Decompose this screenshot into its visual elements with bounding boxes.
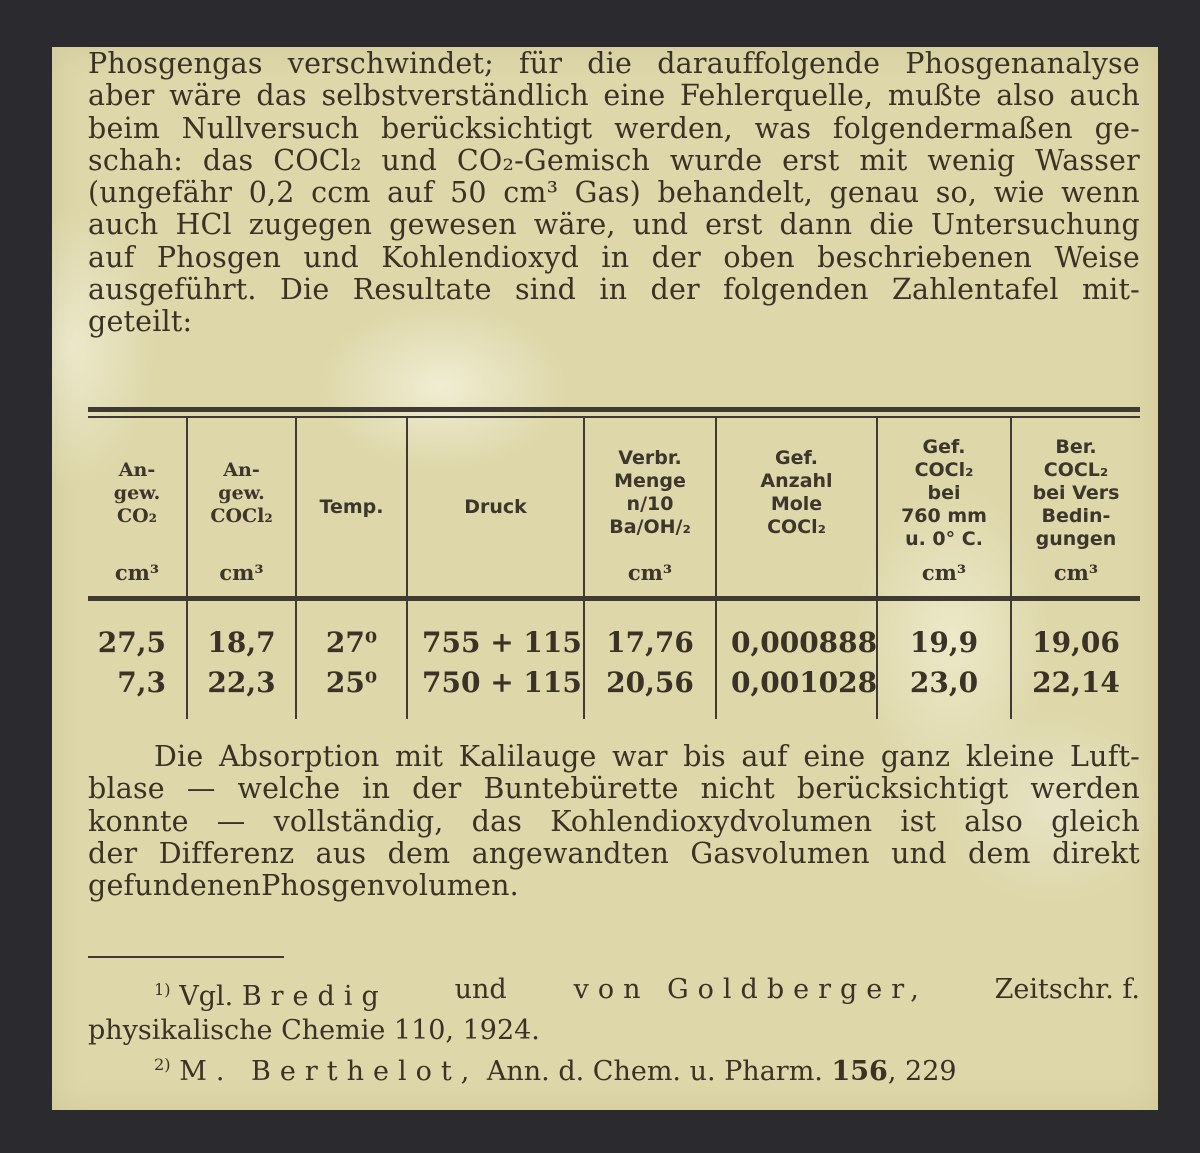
word: ist — [900, 804, 937, 838]
word: der — [412, 772, 462, 806]
column-unit: cm³ — [921, 560, 967, 585]
word: folgendermaßen — [832, 111, 1073, 145]
word: vollständig, — [273, 804, 444, 838]
word: Phosgengas — [88, 47, 263, 80]
word: das — [256, 79, 307, 113]
word: Untersuchung — [931, 208, 1140, 242]
word: bis — [683, 740, 726, 773]
footnote-1-prefix: Vgl. — [179, 981, 234, 1012]
text-line — [88, 242, 1140, 274]
word: behandelt, — [657, 176, 813, 210]
word: angewandten — [471, 836, 670, 870]
word: die — [587, 47, 633, 80]
intro-paragraph — [88, 48, 1140, 339]
column-header — [297, 418, 408, 596]
word: (ungefähr — [88, 176, 233, 210]
column-header — [408, 418, 585, 596]
word: kleine — [965, 740, 1055, 773]
column-header-label: Druck — [464, 495, 527, 518]
word: wenig — [927, 143, 1016, 177]
word: auf — [88, 240, 135, 274]
table-column-values — [297, 601, 408, 719]
table-cell: 27⁰ — [325, 626, 378, 659]
text-line — [88, 177, 1140, 209]
column-header — [717, 418, 878, 596]
word: ccm — [311, 176, 371, 210]
footnote-1-line-1 — [88, 973, 1140, 1014]
word: beim — [88, 111, 161, 145]
results-table — [88, 407, 1140, 719]
column-header — [585, 418, 717, 596]
word: Weise — [1054, 240, 1140, 274]
word: dem — [968, 836, 1031, 870]
column-unit: cm³ — [114, 560, 160, 585]
word: und — [303, 240, 359, 274]
word: erst — [782, 143, 840, 177]
column-header-label: Temp. — [319, 495, 384, 518]
text-line — [88, 806, 1140, 838]
word: in — [362, 772, 391, 806]
column-header — [878, 418, 1012, 596]
table-cell: 27,5 — [97, 626, 166, 659]
footnote-separator — [88, 956, 284, 958]
text-line — [88, 80, 1140, 112]
table-cell: 750 + 115 — [422, 666, 582, 699]
word: Luft- — [1070, 740, 1140, 773]
word: eine — [803, 740, 866, 773]
word: wenn — [1061, 176, 1140, 210]
word: welche — [237, 772, 341, 806]
word: folgenden — [723, 273, 869, 307]
word: blase — [88, 772, 165, 806]
word: ge- — [1094, 111, 1140, 145]
column-header-label: Gef. Anzahl Mole COCl₂ — [760, 447, 833, 538]
word: und — [891, 836, 947, 870]
word: Zahlentafel — [892, 273, 1059, 307]
word: Differenz — [158, 836, 295, 870]
footnote-1-journal: Zeitschr. f. — [994, 974, 1140, 1005]
text-line — [88, 274, 1140, 306]
word: die — [869, 208, 915, 242]
table-column-values — [717, 601, 878, 719]
word: Absorption — [218, 740, 380, 773]
column-header-label: An- gew. CO₂ — [113, 458, 161, 527]
word: CO₂-Gemisch — [456, 143, 651, 177]
newspaper-clipping — [52, 47, 1158, 1110]
table-cell: 20,56 — [606, 666, 694, 699]
table-cell: 7,3 — [117, 666, 166, 699]
word: COCl₂ — [273, 143, 362, 177]
footnote-1-citation: physikalische Chemie 110, 1924. — [88, 1015, 540, 1046]
table-cell: 19,9 — [909, 626, 979, 659]
table-cell: 0,001028 — [731, 666, 878, 699]
word: aber — [88, 79, 155, 113]
text-line — [88, 145, 1140, 177]
word: wie — [993, 176, 1045, 210]
word: darauffolgende — [657, 47, 881, 80]
word: aus — [315, 836, 367, 870]
word: — — [216, 804, 246, 838]
word: der — [88, 836, 138, 870]
word: dann — [779, 208, 853, 242]
footnote-2-journal: Ann. d. Chem. u. Pharm. — [486, 1056, 823, 1087]
word: Gas) — [574, 176, 641, 210]
word: und — [632, 208, 689, 242]
word: auch — [88, 208, 159, 242]
word: erst — [705, 208, 763, 242]
table-header-row — [88, 418, 1140, 596]
table-column-values — [88, 601, 188, 719]
word: mußte — [887, 79, 982, 113]
word: wäre, — [533, 208, 616, 242]
word: Phosgenvolumen. — [261, 869, 519, 903]
footnote-1-conjunction: und — [454, 974, 507, 1005]
word: mit — [395, 740, 444, 773]
table-column-values — [585, 601, 717, 719]
word: Die — [279, 273, 330, 307]
footnote-2-marker: 2) — [154, 1055, 171, 1074]
column-header-label: Verbr. Menge n/10 Ba/OH/₂ — [609, 447, 691, 538]
word: der — [651, 240, 701, 274]
word: eine — [603, 79, 666, 113]
word: gefundenen — [88, 869, 262, 903]
word: dem — [387, 836, 451, 870]
table-column-values — [408, 601, 585, 719]
text-line — [88, 113, 1140, 145]
column-header — [88, 418, 188, 596]
word: in — [601, 240, 630, 274]
text-line — [88, 838, 1140, 870]
table-cell: 23,0 — [909, 666, 979, 699]
footnote-2-page: , 229 — [887, 1056, 957, 1087]
word: also — [996, 79, 1055, 113]
table-column-values — [188, 601, 297, 719]
word: — — [186, 772, 216, 806]
table-cell: 17,76 — [606, 626, 694, 659]
word: Wasser — [1035, 143, 1140, 177]
word: verschwindet; — [287, 47, 494, 80]
footnote-2 — [88, 1048, 1140, 1089]
word: cm³ — [503, 176, 559, 210]
word: berücksichtigt — [796, 772, 1009, 806]
word: wurde — [669, 143, 763, 177]
column-header — [188, 418, 297, 596]
word: auf — [741, 740, 788, 773]
table-column-values — [1012, 601, 1140, 719]
word: Kalilauge — [458, 740, 597, 773]
table-column-values — [878, 601, 1012, 719]
word: werden, — [614, 111, 733, 145]
column-header-label: Gef. COCl₂ bei 760 mm u. 0° C. — [901, 435, 987, 550]
word: direkt — [1052, 836, 1140, 870]
table-cell: 755 + 115 — [422, 626, 582, 659]
word: nicht — [700, 772, 775, 806]
word: was — [754, 111, 812, 145]
table-cell: 22,14 — [1032, 666, 1120, 699]
text-line — [88, 741, 1140, 773]
word: selbstverständlich — [321, 79, 589, 113]
table-cell: 0,000888 — [731, 626, 878, 659]
word: HCl — [175, 208, 232, 242]
word: auf — [387, 176, 434, 210]
word: oben — [723, 240, 795, 274]
word: Gasvolumen — [690, 836, 870, 870]
table-top-rule — [88, 407, 1140, 412]
word: 50 — [450, 176, 487, 210]
footnotes — [88, 973, 1140, 1089]
word: Nullversuch — [181, 111, 360, 145]
text-line — [88, 773, 1140, 805]
word: 0,2 — [248, 176, 295, 210]
word: mit- — [1081, 273, 1140, 307]
word: ganz — [880, 740, 951, 773]
word: schah: — [88, 143, 184, 177]
word: Phosgen — [156, 240, 282, 274]
word: mit — [859, 143, 908, 177]
table-cell: 22,3 — [207, 666, 276, 699]
word: genau — [829, 176, 920, 210]
word: Resultate — [352, 273, 492, 307]
table-cell: 25⁰ — [325, 666, 378, 699]
word: wäre — [169, 79, 242, 113]
table-cell: 19,06 — [1032, 626, 1120, 659]
word: war — [612, 740, 668, 773]
word: zugegen — [248, 208, 373, 242]
word: der — [650, 273, 700, 307]
text-line — [88, 48, 1140, 80]
footnote-1-marker: 1) — [154, 980, 171, 999]
word: sind — [514, 273, 577, 307]
column-header-label: Ber. COCL₂ bei Vers Bedin- gungen — [1032, 435, 1120, 550]
word: beschriebenen — [817, 240, 1033, 274]
word: so, — [935, 176, 978, 210]
footnote-1-author-2: von Goldberger, — [573, 974, 928, 1005]
closing-paragraph — [88, 741, 1140, 902]
word: Kohlendioxydvolumen — [550, 804, 873, 838]
text-line — [88, 306, 1140, 338]
word: werden — [1030, 772, 1140, 806]
text-line — [88, 209, 1140, 241]
word: für — [519, 47, 563, 80]
footnote-1-line-2 — [88, 1014, 1140, 1048]
word: also — [964, 804, 1023, 838]
word: geteilt: — [88, 305, 193, 339]
column-unit: cm³ — [219, 560, 264, 585]
table-body — [88, 601, 1140, 719]
word: Kohlendioxyd — [381, 240, 580, 274]
word: in — [599, 273, 628, 307]
word: berücksichtigt — [381, 111, 593, 145]
column-header — [1012, 418, 1140, 596]
word: das — [471, 804, 523, 838]
word: auch — [1069, 79, 1140, 113]
word: und — [381, 143, 438, 177]
word: ausgeführt. — [88, 273, 257, 307]
column-unit: cm³ — [627, 560, 673, 585]
word: Fehlerquelle, — [680, 79, 874, 113]
text-line — [88, 870, 1140, 902]
column-unit: cm³ — [1053, 560, 1099, 585]
table-cell: 18,7 — [207, 626, 276, 659]
word: konnte — [88, 804, 189, 838]
footnote-2-volume: 156 — [831, 1056, 888, 1087]
column-header-label: An- gew. COCl₂ — [210, 458, 273, 527]
word: gewesen — [389, 208, 517, 242]
word: Die — [154, 740, 204, 773]
footnote-1-author-1: Bredig — [241, 981, 388, 1012]
word: Phosgenanalyse — [905, 47, 1140, 80]
word: gleich — [1051, 804, 1140, 838]
word: das — [202, 143, 254, 177]
footnote-2-author: M. Berthelot, — [179, 1056, 479, 1087]
word: Buntebürette — [483, 772, 679, 806]
